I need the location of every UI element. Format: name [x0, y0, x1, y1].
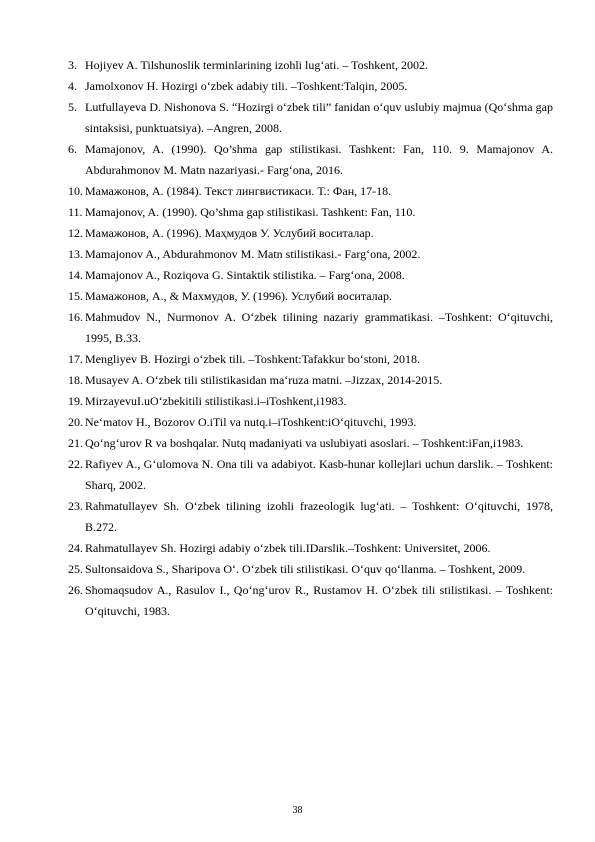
page-number: 38: [292, 805, 303, 816]
reference-text: Mamajonov A., Roziqova G. Sintaktik stilistika. – Farg‘ona, 2008.: [85, 268, 405, 282]
reference-text: Hojiyev A. Tilshunoslik terminlarining izohli lug‘ati. – Toshkent, 2002.: [85, 58, 428, 72]
reference-text: Ne‘matov H., Bozorov O.iTil va nutq.i–iToshkent:iO‘qituvchi, 1993.: [85, 415, 417, 429]
reference-text: Jamolxonov H. Hozirgi o‘zbek adabiy tili. –Toshkent:Talqin, 2005.: [85, 79, 408, 93]
reference-item: [68, 265, 553, 286]
reference-number: 4.: [68, 79, 77, 93]
reference-number: 26.: [68, 583, 83, 597]
reference-text: Мамажонов, А., & Махмудов, У. (1996). Услубий воситалар.: [85, 289, 392, 303]
reference-number: 10.: [68, 184, 83, 198]
reference-text: Rahmatullayev Sh. O‘zbek tilining izohli frazeologik lug‘ati. – Toshkent: O‘qituvchi, 1978, B.272.: [85, 499, 553, 534]
reference-number: 17.: [68, 352, 83, 366]
reference-item: [68, 307, 553, 349]
reference-item: [68, 139, 553, 181]
reference-item: [68, 76, 553, 97]
reference-text: Shomaqsudov A., Rasulov I., Qo‘ng‘urov R., Rustamov H. O‘zbek tili stilistikasi. – Toshkent: O‘qituvchi, 1983.: [85, 583, 553, 618]
reference-item: [68, 370, 553, 391]
reference-text: Lutfullayeva D. Nishonova S. “Hozirgi o‘zbek tili” fanidan o‘quv uslubiy majmua (Qo‘shma gap sintaksisi, punktuatsiya). –Angren, 2008.: [85, 100, 553, 135]
reference-item: [68, 580, 553, 622]
reference-text: Мамажонов, А. (1984). Текст лингвистикаси. Т.: Фан, 17-18.: [85, 184, 392, 198]
reference-item: [68, 55, 553, 76]
reference-item: [68, 97, 553, 139]
reference-text: Mamajonov A., Abdurahmonov M. Matn stilistikasi.- Farg‘ona, 2002.: [85, 247, 421, 261]
reference-item: [68, 433, 553, 454]
reference-number: 6.: [68, 142, 77, 156]
reference-number: 23.: [68, 499, 83, 513]
reference-item: [68, 202, 553, 223]
reference-text: MirzayevuI.uO‘zbekitili stilistikasi.i–iToshkent,i1983.: [85, 394, 347, 408]
reference-text: Mamajonov, A. (1990). Qo’shma gap stilistikasi. Tashkent: Fan, 110. 9. Mamajonov A. Abdurahmonov M. Matn nazariyasi.- Farg‘ona, 2016.: [85, 142, 553, 177]
reference-number: 11.: [68, 205, 83, 219]
reference-item: [68, 286, 553, 307]
reference-item: [68, 349, 553, 370]
reference-number: 3.: [68, 58, 77, 72]
reference-number: 22.: [68, 457, 83, 471]
reference-number: 12.: [68, 226, 83, 240]
reference-text: Musayev A. O‘zbek tili stilistikasidan ma‘ruza matni. –Jizzax, 2014-2015.: [85, 373, 443, 387]
reference-number: 16.: [68, 310, 83, 324]
reference-text: Rahmatullayev Sh. Hozirgi adabiy o‘zbek tili.IDarslik.–Toshkent: Universitet, 2006.: [85, 541, 491, 555]
reference-text: Mamajonov, A. (1990). Qo’shma gap stilistikasi. Tashkent: Fan, 110.: [85, 205, 416, 219]
reference-item: [68, 496, 553, 538]
reference-number: 25.: [68, 562, 83, 576]
reference-number: 21.: [68, 436, 83, 450]
reference-number: 24.: [68, 541, 83, 555]
reference-item: [68, 412, 553, 433]
reference-number: 20.: [68, 415, 83, 429]
reference-text: Qo‘ng‘urov R va boshqalar. Nutq madaniyati va uslubiyati asoslari. – Toshkent:iFan,i1983.: [85, 436, 524, 450]
reference-number: 5.: [68, 100, 77, 114]
reference-item: [68, 244, 553, 265]
reference-number: 14.: [68, 268, 83, 282]
reference-number: 13.: [68, 247, 83, 261]
reference-text: Mengliyev B. Hozirgi o‘zbek tili. –Toshkent:Tafakkur bo‘stoni, 2018.: [85, 352, 421, 366]
reference-number: 15.: [68, 289, 83, 303]
reference-item: [68, 454, 553, 496]
reference-item: [68, 559, 553, 580]
reference-text: Mahmudov N., Nurmonov A. O‘zbek tilining nazariy grammatikasi. –Toshkent: O‘qituvchi, 1995, B.33.: [85, 310, 553, 345]
reference-item: [68, 391, 553, 412]
reference-number: 19.: [68, 394, 83, 408]
reference-text: Rafiyev A., G‘ulomova N. Ona tili va adabiyot. Kasb-hunar kollejlari uchun darslik. – Toshkent: Sharq, 2002.: [85, 457, 553, 492]
reference-text: Sultonsaidova S., Sharipova O‘. O‘zbek tili stilistikasi. O‘quv qo‘llanma. – Toshkent, 2009.: [85, 562, 526, 576]
reference-text: Мамажонов, А. (1996). Маҳмудов У. Услубий воситалар.: [85, 226, 374, 240]
reference-item: [68, 181, 553, 202]
reference-number: 18.: [68, 373, 83, 387]
reference-item: [68, 223, 553, 244]
reference-item: [68, 538, 553, 559]
reference-list: [68, 55, 553, 622]
